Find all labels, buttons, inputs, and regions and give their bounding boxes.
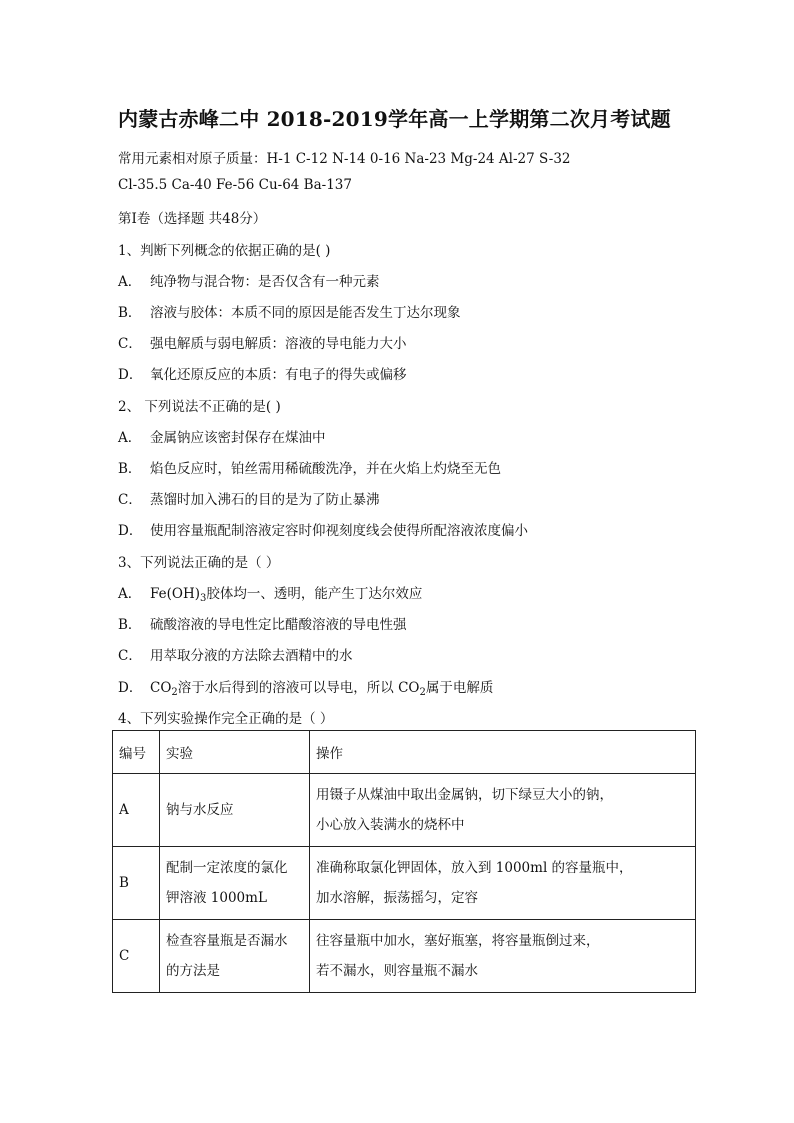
experiment-table (112, 730, 696, 993)
subscript: 3 (200, 593, 207, 604)
q1-option-b (118, 301, 461, 321)
option-label: B． (118, 461, 142, 477)
option-text: 溶液与胶体：本质不同的原因是能否发生丁达尔现象 (150, 305, 461, 321)
option-label: C． (118, 648, 142, 664)
option-text: 硫酸溶液的导电性定比醋酸溶液的导电性强 (150, 617, 407, 633)
subscript: 2 (171, 687, 178, 698)
q3-option-b (118, 613, 407, 633)
option-label: D． (118, 367, 143, 383)
q3-option-d (118, 676, 493, 696)
q2-option-c (118, 488, 380, 508)
q2-stem: 2、 下列说法不正确的是( ) (118, 399, 281, 415)
header-operation: 操作 (310, 731, 696, 774)
header-id: 编号 (113, 731, 160, 774)
option-text: 属于电解质 (425, 680, 494, 696)
cell-line: 检查容量瓶是否漏水 (166, 933, 288, 949)
table-row (113, 774, 696, 847)
option-text: 使用容量瓶配制溶液定容时仰视刻度线会使得所配溶液浓度偏小 (150, 523, 528, 539)
q3-stem: 3、下列说法正确的是（ ） (118, 555, 280, 571)
row-experiment (160, 920, 310, 993)
atomic-masses-line-1: 常用元素相对原子质量：H-1 C-12 N-14 0-16 Na-23 Mg-24 Al-27 S-32 (118, 151, 571, 167)
option-text: 用萃取分液的方法除去酒精中的水 (150, 648, 353, 664)
cell-line: 用镊子从煤油中取出金属钠，切下绿豆大小的钠， (316, 787, 613, 803)
cell-line: 若不漏水，则容量瓶不漏水 (316, 963, 478, 979)
exam-title: 内蒙古赤峰二中 2018-2019学年高一上学期第二次月考试题 (118, 107, 671, 131)
formula-co2: CO (150, 680, 172, 696)
q4-stem: 4、下列实验操作完全正确的是（ ） (118, 711, 334, 727)
cell-line: 钠与水反应 (166, 802, 234, 818)
header-experiment: 实验 (160, 731, 310, 774)
formula-fe-oh: Fe(OH) (150, 586, 200, 602)
q3-option-a (118, 582, 422, 602)
cell-line: 小心放入装满水的烧杯中 (316, 817, 465, 833)
option-label: D． (118, 523, 143, 539)
cell-line: 往容量瓶中加水，塞好瓶塞，将容量瓶倒过来， (316, 933, 600, 949)
option-label: D． (118, 680, 143, 696)
table-row (113, 847, 696, 920)
option-label: A． (118, 274, 142, 290)
option-label: B． (118, 305, 142, 321)
row-operation (310, 920, 696, 993)
q1-option-c (118, 332, 407, 352)
row-id: B (113, 847, 160, 920)
option-text: 焰色反应时，铂丝需用稀硫酸洗净，并在火焰上灼烧至无色 (150, 461, 501, 477)
q2-option-b (118, 457, 501, 477)
option-label: C． (118, 336, 142, 352)
option-text: 氧化还原反应的本质：有电子的得失或偏移 (150, 367, 407, 383)
row-experiment (160, 774, 310, 847)
row-operation (310, 774, 696, 847)
cell-line: 配制一定浓度的氯化 (166, 860, 288, 876)
option-text: 溶于水后得到的溶液可以导电，所以 CO (177, 680, 420, 696)
option-text: 金属钠应该密封保存在煤油中 (150, 430, 326, 446)
row-id: A (113, 774, 160, 847)
q2-option-d (118, 519, 528, 539)
cell-line: 钾溶液 1000mL (166, 890, 267, 906)
option-label: A． (118, 586, 142, 602)
cell-line: 准确称取氯化钾固体，放入到 1000ml 的容量瓶中， (316, 860, 633, 876)
option-label: A． (118, 430, 142, 446)
q1-stem: 1、判断下列概念的依据正确的是( ) (118, 243, 331, 259)
option-label: B． (118, 617, 142, 633)
q3-option-c (118, 644, 353, 664)
row-id: C (113, 920, 160, 993)
option-label: C． (118, 492, 142, 508)
subscript: 2 (419, 687, 426, 698)
row-experiment (160, 847, 310, 920)
option-text: 胶体均一、透明，能产生丁达尔效应 (206, 586, 423, 602)
option-text: 强电解质与弱电解质：溶液的导电能力大小 (150, 336, 407, 352)
q1-option-a (118, 270, 380, 290)
cell-line: 的方法是 (166, 963, 220, 979)
section-heading: 第Ⅰ卷（选择题 共48分） (118, 211, 267, 227)
atomic-masses-line-2: Cl-35.5 Ca-40 Fe-56 Cu-64 Ba-137 (118, 177, 352, 193)
cell-line: 加水溶解，振荡摇匀，定容 (316, 890, 478, 906)
q2-option-a (118, 426, 326, 446)
table-header-row (113, 731, 696, 774)
row-operation (310, 847, 696, 920)
q1-option-d (118, 363, 407, 383)
option-text: 蒸馏时加入沸石的目的是为了防止暴沸 (150, 492, 380, 508)
table-row (113, 920, 696, 993)
option-text: 纯净物与混合物：是否仅含有一种元素 (150, 274, 380, 290)
